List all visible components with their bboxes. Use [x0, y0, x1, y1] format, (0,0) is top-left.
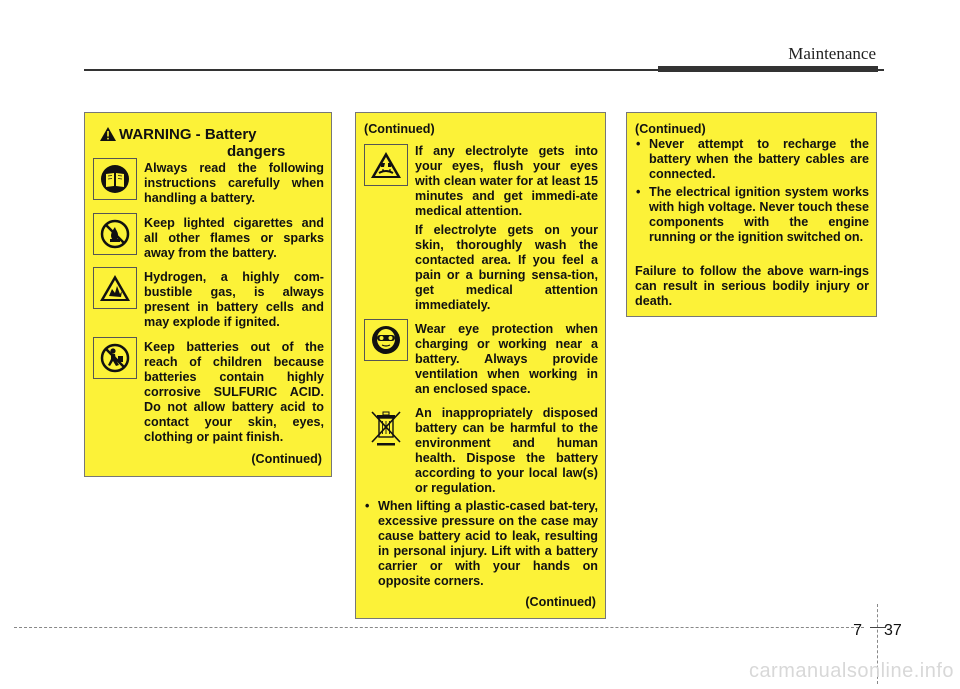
- keep-away-children-icon: [93, 337, 137, 379]
- warning-closing-text: Failure to follow the above warn-ings can result in serious bodily injury or death.: [635, 264, 869, 308]
- warning-item-text-skin: If electrolyte gets on your skin, thoroughly wash the contacted area. If you feel a pain or a burning sensa-tion, get medical attention immediately.: [415, 223, 598, 312]
- continued-label: (Continued): [251, 452, 322, 466]
- warning-panel-final: [626, 112, 877, 317]
- watermark-text: carmanualsonline.info: [748, 660, 954, 682]
- explosion-icon: [93, 267, 137, 309]
- warning-item-text: Wear eye protection when charging or working near a battery. Always provide ventilation when working in an enclosed space.: [415, 322, 598, 396]
- warning-bullet-list: [364, 499, 598, 592]
- warning-item-text: If any electrolyte gets into your eyes, flush your eyes with clean water for at least 15 minutes and get immedi-ate medical attention.: [415, 144, 598, 218]
- continued-label: (Continued): [635, 122, 706, 136]
- corrosive-acid-icon: [364, 144, 408, 186]
- warning-bullet: • Never attempt to recharge the battery when the battery cables are connected.: [635, 137, 869, 182]
- chapter-number: 7: [853, 622, 862, 639]
- warning-subtitle: dangers: [227, 143, 286, 160]
- warning-triangle-icon: [99, 126, 117, 146]
- footer-rule: [14, 627, 864, 628]
- header-rule-accent: [658, 66, 878, 72]
- warning-bullet: • When lifting a plastic-cased bat-tery, excessive pressure on the case may cause battery acid to leak, resulting in personal injury. Lift with a battery carrier or with your hands on opposite corners.: [364, 499, 598, 589]
- warning-item-text: Always read the following instructions carefully when handling a battery.: [144, 161, 324, 205]
- continued-label: (Continued): [364, 122, 435, 136]
- warning-panel-continued: [355, 112, 606, 619]
- eye-protection-icon: [364, 319, 408, 361]
- warning-bullet-list: [635, 137, 869, 248]
- warning-item-text: Keep lighted cigarettes and all other flames or sparks away from the battery.: [144, 216, 324, 260]
- page-number: 37: [884, 622, 902, 639]
- warning-bullet: • The electrical ignition system works with high voltage. Never touch these components with the engine running or the ignition switched on.: [635, 185, 869, 245]
- book-icon: [93, 158, 137, 200]
- warning-title: WARNING - Battery: [119, 126, 257, 143]
- continued-label: (Continued): [525, 595, 596, 609]
- warning-item-text: An inappropriately disposed battery can be harmful to the environment and human health. Dispose the battery according to your local law(s) or regulation.: [415, 406, 598, 495]
- section-title: Maintenance: [788, 44, 876, 63]
- crossed-bin-icon: [364, 406, 408, 450]
- warning-item-text: Keep batteries out of the reach of children because batteries contain highly corrosive SULFURIC ACID. Do not allow battery acid to contact your skin, eyes, clothing or paint finish.: [144, 340, 324, 444]
- warning-item-text: Hydrogen, a highly com-bustible gas, is always present in battery cells and may explode if ignited.: [144, 270, 324, 329]
- no-flame-icon: [93, 213, 137, 255]
- warning-panel-battery: [84, 112, 332, 477]
